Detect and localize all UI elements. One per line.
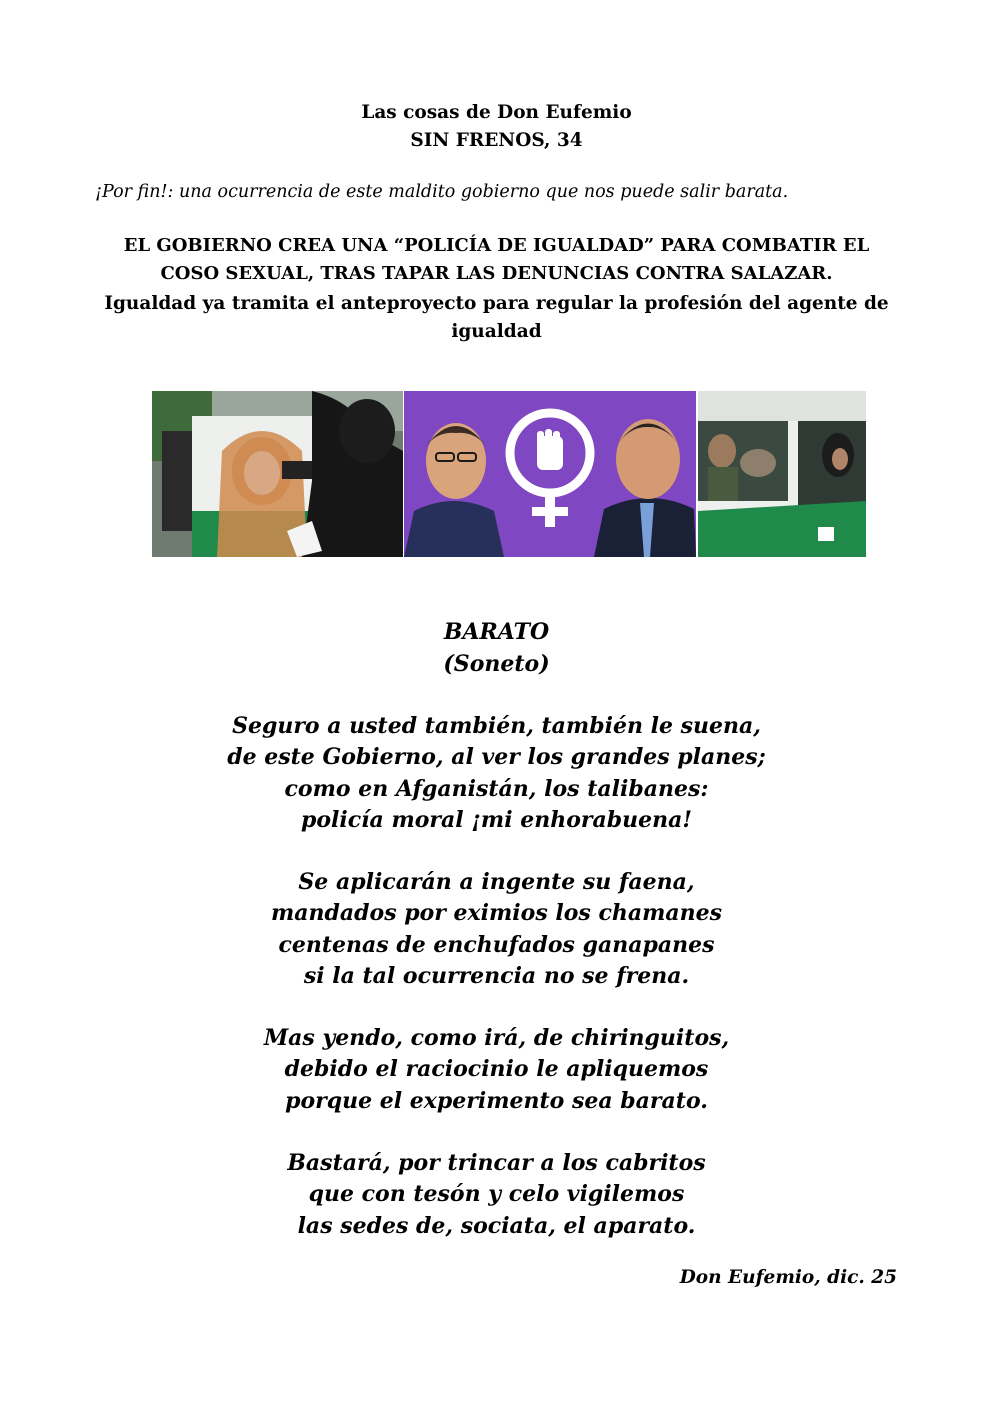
verse-line: de este Gobierno, al ver los grandes planes; [227, 744, 766, 771]
verse-line: debido el raciocinio le apliquemos [284, 1056, 709, 1083]
verse-line: Mas yendo, como irá, de chiringuitos, [263, 1025, 730, 1051]
photo-politicians-feminist-symbol [404, 391, 696, 557]
subheadline [90, 290, 903, 346]
verse-line: porque el experimento sea barato. [285, 1087, 708, 1114]
headline-line-2: COSO SEXUAL, TRAS TAPAR LAS DENUNCIAS CONTRA SALAZAR. [160, 263, 833, 284]
stanza-1 [0, 711, 993, 836]
poem-title: BARATO [443, 619, 550, 645]
subheadline-line-2: igualdad [451, 321, 542, 342]
verse-line: las sedes de, sociata, el aparato. [297, 1212, 696, 1239]
author-signature: Don Eufemio, dic. 25 [679, 1267, 897, 1288]
photo-police-van [698, 391, 866, 557]
series-header [0, 99, 993, 155]
verse-line: mandados por eximios los chamanes [270, 900, 723, 927]
issue-number: SIN FRENOS, 34 [410, 130, 583, 151]
verse-line: Seguro a usted también, también le suena, [232, 713, 761, 739]
subheadline-line-1: Igualdad ya tramita el anteproyecto para regular la profesión del agente de [104, 293, 889, 314]
stanza-2 [0, 867, 993, 992]
verse-line: si la tal ocurrencia no se frena. [303, 962, 690, 989]
stanza-3 [0, 1023, 993, 1117]
stanza-4 [0, 1148, 993, 1242]
verse-line: que con tesón y celo vigilemos [308, 1181, 685, 1208]
verse-line: como en Afganistán, los talibanes: [284, 775, 709, 802]
photo-street-police-scene [152, 391, 403, 557]
poem-form: (Soneto) [443, 651, 550, 677]
verse-line: Se aplicarán a ingente su faena, [298, 869, 695, 895]
verse-line: centenas de enchufados ganapanes [278, 931, 715, 958]
series-name: Las cosas de Don Eufemio [361, 102, 632, 123]
verse-line: policía moral ¡mi enhorabuena! [301, 806, 692, 833]
headline [90, 232, 903, 288]
verse-line: Bastará, por trincar a los cabritos [287, 1150, 706, 1176]
intro-text: ¡Por fin!: una ocurrencia de este maldito gobierno que nos puede salir barata. [95, 182, 789, 202]
poem-title-block [0, 616, 993, 680]
headline-line-1: EL GOBIERNO CREA UNA “POLICÍA DE IGUALDAD” PARA COMBATIR EL [123, 235, 870, 256]
